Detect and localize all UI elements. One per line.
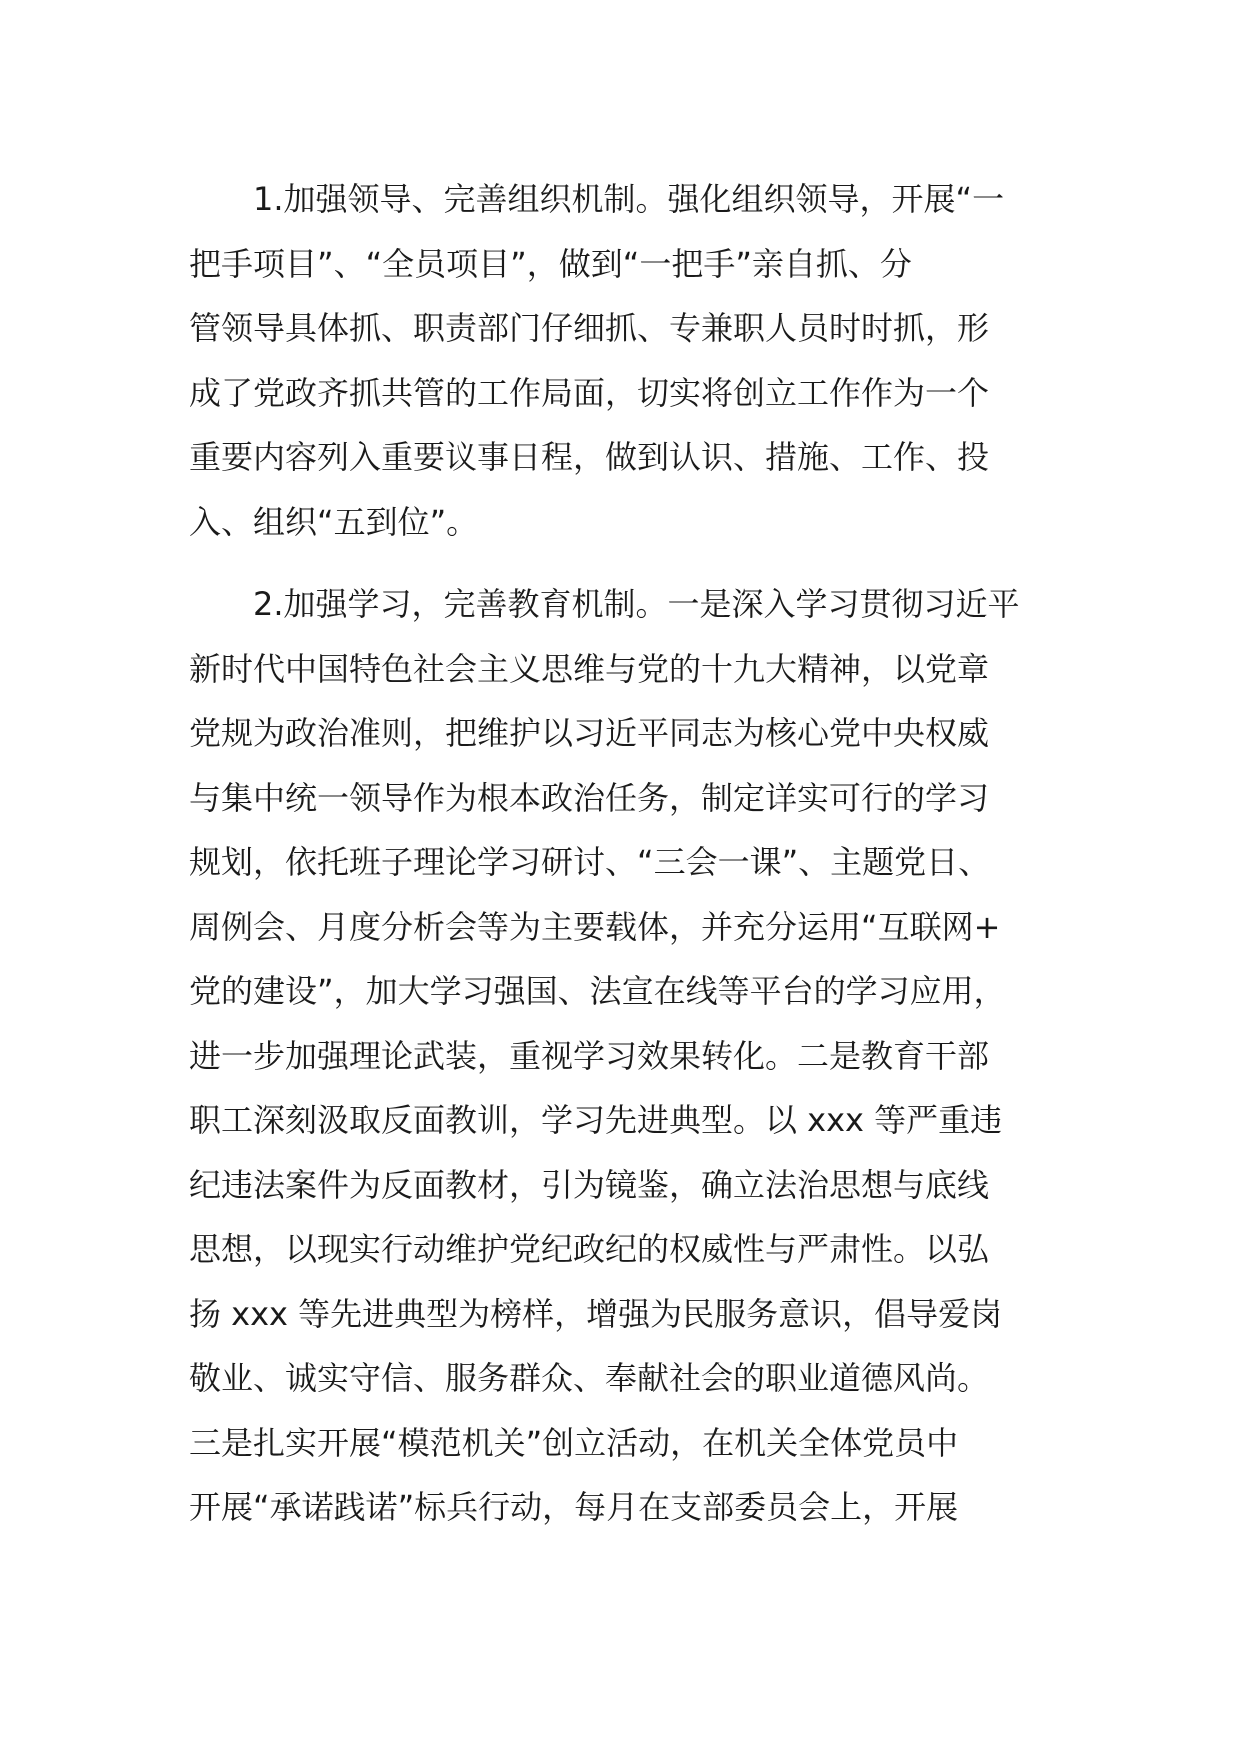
paragraph-line: 职工深刻汲取反面教训，学习先进典型。以 xxx 等严重违 [189, 1101, 1003, 1139]
paragraph-line: 把手项目”、“全员项目”，做到“一把手”亲自抓、分 [189, 244, 912, 283]
paragraph-line: 党的建设”，加大学习强国、法宣在线等平台的学习应用， [189, 972, 1006, 1010]
paragraph-line: 与集中统一领导作为根本政治任务，制定详实可行的学习 [189, 778, 990, 817]
paragraph-leadership [189, 167, 1054, 554]
paragraph-line: 扬 xxx 等先进典型为榜样，增强为民服务意识，倡导爱岗 [189, 1294, 1003, 1333]
paragraph-line: 进一步加强理论武装，重视学习效果转化。二是教育干部 [189, 1036, 990, 1075]
paragraph-line: 1.加强领导、完善组织机制。强化组织领导，开展“一 [253, 180, 1005, 218]
paragraph-line: 入、组织“五到位”。 [189, 502, 479, 541]
paragraph-line: 2.加强学习，完善教育机制。一是深入学习贯彻习近平 [253, 585, 1020, 623]
paragraph-learning [189, 572, 1054, 1540]
paragraph-line: 三是扎实开展“模范机关”创立活动，在机关全体党员中 [189, 1423, 959, 1462]
paragraph-line: 管领导具体抓、职责部门仔细抓、专兼职人员时时抓，形 [189, 309, 990, 347]
paragraph-line: 成了党政齐抓共管的工作局面，切实将创立工作作为一个 [189, 373, 990, 412]
paragraph-line: 纪违法案件为反面教材，引为镜鉴，确立法治思想与底线 [189, 1165, 990, 1204]
paragraph-line: 周例会、月度分析会等为主要载体，并充分运用“互联网+ [189, 907, 1001, 946]
paragraph-line: 党规为政治准则，把维护以习近平同志为核心党中央权威 [189, 714, 990, 752]
paragraph-line: 思想，以现实行动维护党纪政纪的权威性与严肃性。以弘 [189, 1230, 990, 1268]
paragraph-line: 开展“承诺践诺”标兵行动，每月在支部委员会上，开展 [189, 1488, 959, 1526]
paragraph-line: 新时代中国特色社会主义思维与党的十九大精神，以党章 [189, 649, 990, 688]
paragraph-line: 敬业、诚实守信、服务群众、奉献社会的职业道德风尚。 [189, 1359, 990, 1397]
paragraph-line: 规划，依托班子理论学习研讨、“三会一课”、主题党日、 [189, 843, 991, 881]
paragraph-line: 重要内容列入重要议事日程，做到认识、措施、工作、投 [189, 438, 990, 476]
